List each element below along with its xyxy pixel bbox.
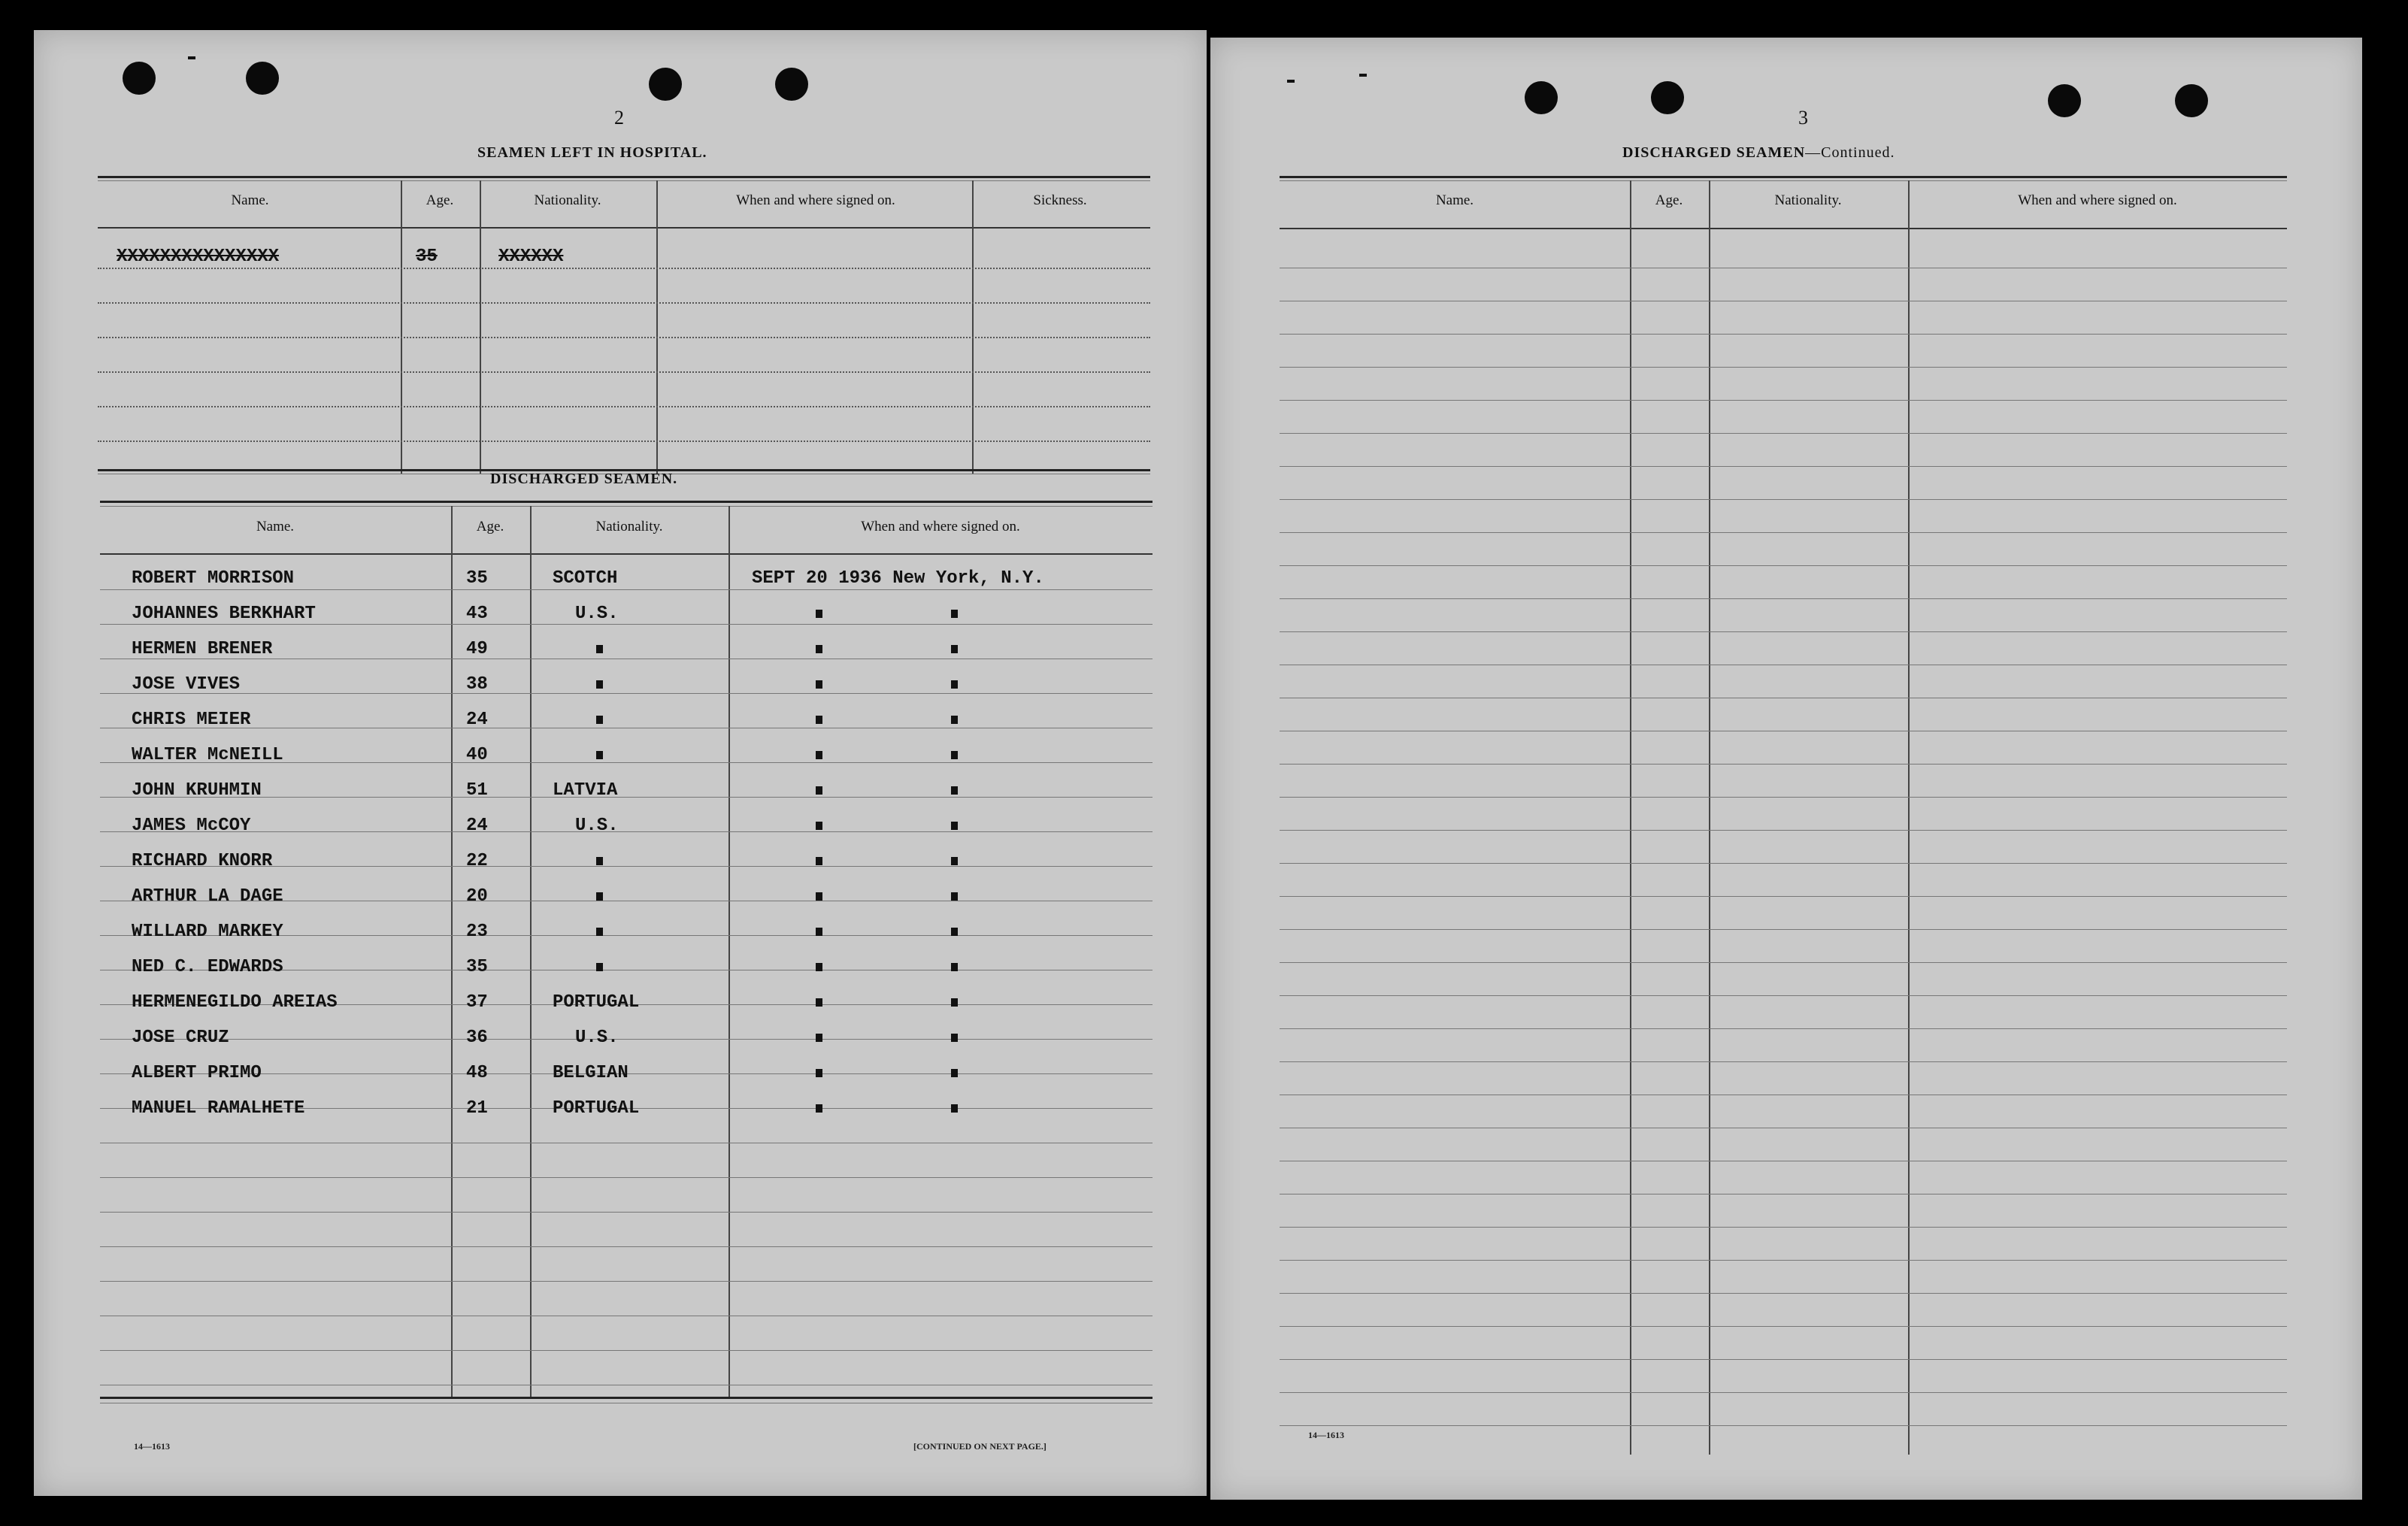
row-line — [1280, 797, 2287, 798]
col-header-signed-on: When and where signed on. — [861, 519, 1020, 534]
seaman-age: 24 — [466, 816, 488, 836]
row-line — [1280, 962, 2287, 963]
seaman-age: 21 — [466, 1098, 488, 1119]
col-divider — [656, 180, 658, 474]
rule — [98, 176, 1150, 178]
row-line — [98, 441, 1150, 442]
col-header-nationality: Nationality. — [1774, 192, 1842, 208]
discharged-section-title: DISCHARGED SEAMEN. — [490, 471, 678, 487]
row-line — [1280, 1359, 2287, 1360]
hospital-section-title: SEAMEN LEFT IN HOSPITAL. — [477, 144, 707, 161]
right-title-main: DISCHARGED SEAMEN — [1622, 144, 1806, 161]
col-divider — [1709, 180, 1710, 1455]
continued-note: [CONTINUED ON NEXT PAGE.] — [913, 1441, 1046, 1452]
seaman-age: 23 — [466, 922, 488, 942]
row-line — [1280, 1425, 2287, 1426]
col-header-age: Age. — [426, 192, 454, 208]
speck — [188, 56, 195, 59]
col-header-nationality: Nationality. — [534, 192, 601, 208]
row-line — [1280, 929, 2287, 930]
rule — [100, 1397, 1153, 1399]
punch-hole — [123, 62, 156, 95]
row-line — [100, 1039, 1153, 1040]
seaman-name: ARTHUR LA DAGE — [132, 886, 283, 907]
rule — [1280, 228, 2287, 229]
seaman-age: 35 — [466, 568, 488, 589]
signed-on-ditto-mark — [951, 610, 958, 618]
signed-on-ditto-mark — [816, 928, 822, 936]
signed-on-ditto-mark — [816, 998, 822, 1007]
signed-on-ditto-mark — [816, 857, 822, 865]
page-number: 2 — [614, 107, 624, 129]
seaman-nationality: U.S. — [575, 1028, 619, 1048]
punch-hole — [2175, 84, 2208, 117]
signed-on-ditto-mark — [951, 1104, 958, 1113]
seaman-name: JOHANNES BERKHART — [132, 604, 316, 624]
row-line — [100, 1212, 1153, 1213]
signed-on-ditto-mark — [951, 822, 958, 830]
page-number: 3 — [1798, 107, 1808, 129]
signed-on-ditto-mark — [816, 822, 822, 830]
rule — [98, 227, 1150, 229]
row-line — [1280, 1028, 2287, 1029]
signed-on-ditto-mark — [951, 1034, 958, 1042]
nationality-ditto-mark — [596, 928, 603, 936]
col-divider — [972, 180, 974, 474]
seaman-name: JOSE CRUZ — [132, 1028, 229, 1048]
speck — [1359, 74, 1367, 77]
speck — [1287, 80, 1295, 83]
row-line — [1280, 598, 2287, 599]
col-divider — [728, 506, 730, 1397]
col-header-sickness: Sickness. — [1033, 192, 1087, 208]
seaman-nationality: SCOTCH — [553, 568, 618, 589]
right-page — [1210, 38, 2362, 1500]
col-header-nationality: Nationality. — [595, 519, 663, 534]
row-line — [1280, 896, 2287, 897]
col-header-name: Name. — [231, 192, 269, 208]
seaman-nationality: LATVIA — [553, 780, 618, 801]
form-number: 14—1613 — [134, 1441, 170, 1452]
signed-on-first: SEPT 20 1936 New York, N.Y. — [752, 568, 1044, 589]
col-divider — [451, 506, 453, 1397]
row-line — [1280, 1326, 2287, 1327]
rule — [100, 553, 1153, 555]
seaman-name: WALTER McNEILL — [132, 745, 283, 765]
row-line — [98, 337, 1150, 338]
row-line — [1280, 565, 2287, 566]
seaman-name: ALBERT PRIMO — [132, 1063, 262, 1083]
row-line — [100, 693, 1153, 694]
row-line — [1280, 631, 2287, 632]
row-line — [1280, 367, 2287, 368]
row-line — [1280, 1061, 2287, 1062]
row-line — [1280, 1260, 2287, 1261]
row-line — [1280, 1392, 2287, 1393]
row-line — [1280, 863, 2287, 864]
row-line — [1280, 532, 2287, 533]
row-line — [1280, 433, 2287, 434]
punch-hole — [775, 68, 808, 101]
nationality-ditto-mark — [596, 751, 603, 759]
signed-on-ditto-mark — [951, 751, 958, 759]
seaman-age: 24 — [466, 710, 488, 730]
signed-on-ditto-mark — [951, 963, 958, 971]
seaman-name: JAMES McCOY — [132, 816, 251, 836]
row-line — [98, 371, 1150, 373]
left-page — [34, 30, 1207, 1496]
seaman-age: 36 — [466, 1028, 488, 1048]
signed-on-ditto-mark — [951, 786, 958, 795]
row-line — [1280, 830, 2287, 831]
seaman-nationality: U.S. — [575, 816, 619, 836]
nationality-ditto-mark — [596, 963, 603, 971]
col-divider — [1630, 180, 1631, 1455]
col-divider — [530, 506, 532, 1397]
row-line — [1280, 764, 2287, 765]
signed-on-ditto-mark — [951, 892, 958, 901]
struck-age: 35 — [416, 247, 438, 267]
struck-nationality: XXXXXX — [498, 247, 564, 267]
punch-hole — [2048, 84, 2081, 117]
seaman-age: 51 — [466, 780, 488, 801]
seaman-nationality: PORTUGAL — [553, 992, 640, 1013]
row-line — [100, 1177, 1153, 1178]
signed-on-ditto-mark — [816, 963, 822, 971]
signed-on-ditto-mark — [816, 786, 822, 795]
seaman-name: RICHARD KNORR — [132, 851, 273, 871]
row-line — [100, 1281, 1153, 1282]
signed-on-ditto-mark — [951, 857, 958, 865]
form-number: 14—1613 — [1308, 1430, 1344, 1440]
struck-name: XXXXXXXXXXXXXXX — [117, 247, 280, 267]
signed-on-ditto-mark — [816, 680, 822, 689]
rule — [1280, 180, 2287, 181]
signed-on-ditto-mark — [816, 751, 822, 759]
seaman-age: 43 — [466, 604, 488, 624]
seaman-age: 40 — [466, 745, 488, 765]
row-line — [1280, 334, 2287, 335]
nationality-ditto-mark — [596, 716, 603, 724]
seaman-age: 49 — [466, 639, 488, 659]
rule — [100, 501, 1153, 503]
rule — [1280, 176, 2287, 178]
seaman-age: 48 — [466, 1063, 488, 1083]
signed-on-ditto-mark — [951, 1069, 958, 1077]
row-line — [1280, 995, 2287, 996]
col-header-age: Age. — [1655, 192, 1683, 208]
seaman-name: HERMENEGILDO AREIAS — [132, 992, 338, 1013]
col-divider — [1908, 180, 1910, 1455]
punch-hole — [649, 68, 682, 101]
signed-on-ditto-mark — [816, 1069, 822, 1077]
row-line — [1280, 1293, 2287, 1294]
col-divider — [480, 180, 481, 474]
seaman-name: WILLARD MARKEY — [132, 922, 283, 942]
seaman-age: 20 — [466, 886, 488, 907]
punch-hole — [1525, 81, 1558, 114]
col-header-signed-on: When and where signed on. — [736, 192, 895, 208]
nationality-ditto-mark — [596, 645, 603, 653]
signed-on-ditto-mark — [816, 1104, 822, 1113]
row-line — [98, 406, 1150, 407]
col-header-name: Name. — [256, 519, 295, 534]
row-line — [100, 624, 1153, 625]
seaman-nationality: BELGIAN — [553, 1063, 629, 1083]
signed-on-ditto-mark — [951, 928, 958, 936]
seaman-name: JOSE VIVES — [132, 674, 241, 695]
signed-on-ditto-mark — [816, 892, 822, 901]
row-line — [100, 589, 1153, 590]
row-line — [98, 302, 1150, 304]
signed-on-ditto-mark — [816, 1034, 822, 1042]
seaman-age: 22 — [466, 851, 488, 871]
col-divider — [401, 180, 402, 474]
seaman-name: MANUEL RAMALHETE — [132, 1098, 305, 1119]
col-header-name: Name. — [1435, 192, 1474, 208]
signed-on-ditto-mark — [816, 610, 822, 618]
seaman-nationality: U.S. — [575, 604, 619, 624]
signed-on-ditto-mark — [816, 645, 822, 653]
row-line — [98, 268, 1150, 269]
signed-on-ditto-mark — [816, 716, 822, 724]
row-line — [1280, 499, 2287, 500]
row-line — [1280, 1227, 2287, 1228]
row-line — [1280, 400, 2287, 401]
seaman-age: 37 — [466, 992, 488, 1013]
signed-on-ditto-mark — [951, 716, 958, 724]
seaman-name: NED C. EDWARDS — [132, 957, 283, 977]
row-line — [100, 1246, 1153, 1247]
seaman-age: 38 — [466, 674, 488, 695]
nationality-ditto-mark — [596, 857, 603, 865]
row-line — [100, 831, 1153, 832]
rule — [100, 506, 1153, 507]
right-title — [1622, 144, 1895, 162]
seaman-nationality: PORTUGAL — [553, 1098, 640, 1119]
right-title-suffix: —Continued. — [1805, 144, 1895, 161]
seaman-name: CHRIS MEIER — [132, 710, 251, 730]
col-header-age: Age. — [476, 519, 504, 534]
nationality-ditto-mark — [596, 892, 603, 901]
seaman-name: JOHN KRUHMIN — [132, 780, 262, 801]
punch-hole — [1651, 81, 1684, 114]
rule — [98, 180, 1150, 181]
seaman-age: 35 — [466, 957, 488, 977]
punch-hole — [246, 62, 279, 95]
row-line — [1280, 466, 2287, 467]
nationality-ditto-mark — [596, 680, 603, 689]
row-line — [100, 1350, 1153, 1351]
seaman-name: HERMEN BRENER — [132, 639, 273, 659]
signed-on-ditto-mark — [951, 998, 958, 1007]
signed-on-ditto-mark — [951, 645, 958, 653]
signed-on-ditto-mark — [951, 680, 958, 689]
col-header-signed-on: When and where signed on. — [2018, 192, 2177, 208]
seaman-name: ROBERT MORRISON — [132, 568, 295, 589]
